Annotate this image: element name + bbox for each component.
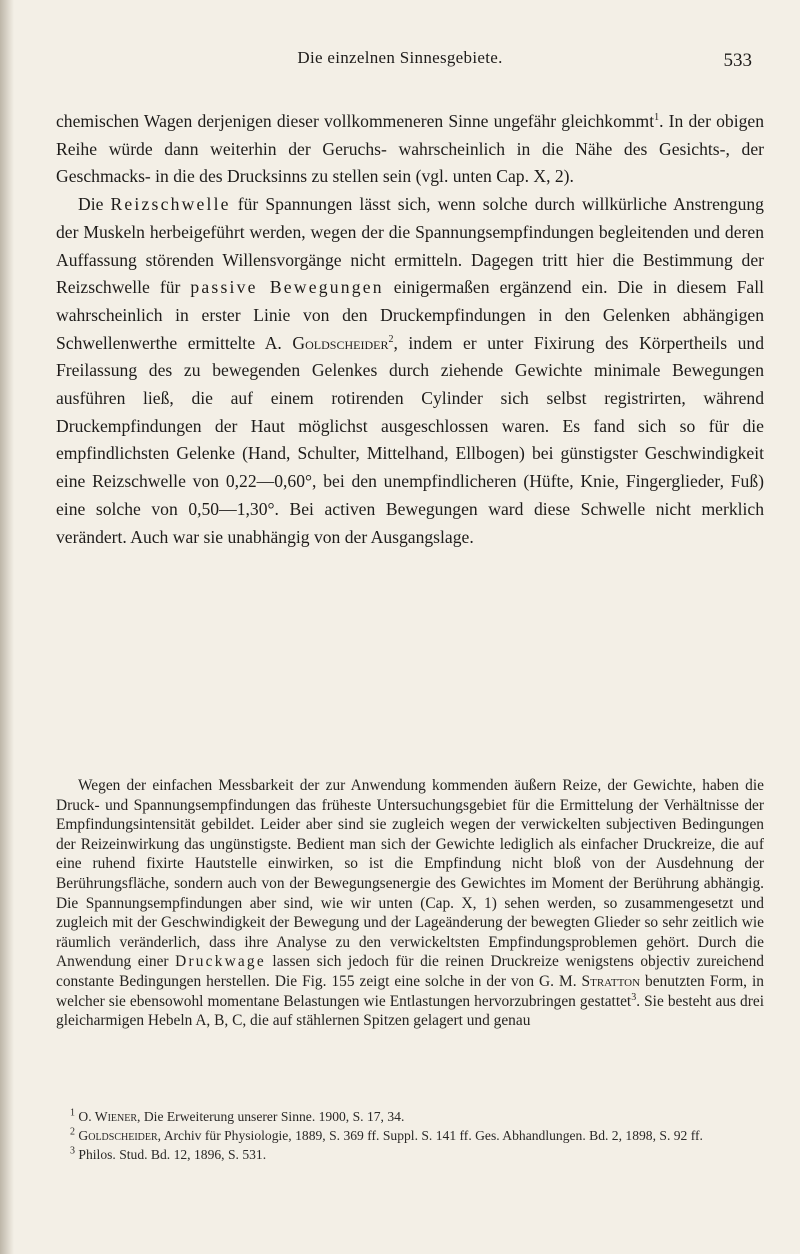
footnote-marker: 1 bbox=[70, 1107, 75, 1119]
footnote-marker: 2 bbox=[70, 1126, 75, 1138]
footnote-text: Philos. Stud. Bd. 12, 1896, S. 531. bbox=[78, 1147, 267, 1162]
page-number: 533 bbox=[723, 50, 752, 71]
footnote-ref: 3 bbox=[631, 991, 637, 1003]
gutter-shadow bbox=[0, 0, 14, 1254]
running-head bbox=[0, 48, 800, 74]
emphasis-term: Druckwage bbox=[175, 953, 266, 971]
footnote bbox=[56, 1145, 764, 1164]
author-name: Goldscheider bbox=[78, 1128, 158, 1143]
footnote-text: , Archiv für Physiologie, 1889, S. 369 ff. Suppl. S. 141 ff. Ges. Abhandlungen. Bd. 2, 1898, S. 92 ff. bbox=[157, 1128, 703, 1143]
footnote-ref: 1 bbox=[654, 112, 660, 124]
text-run: chemischen Wagen derjenigen dieser vollkommeneren Sinne ungefähr gleichkommt bbox=[56, 111, 655, 131]
footnote-text: , Die Erweiterung unserer Sinne. 1900, S. 17, 34. bbox=[137, 1109, 405, 1124]
footnote bbox=[56, 1126, 764, 1145]
text-run: benutzten Form, in welcher sie ebensowohl momentane Belastungen wie Entlastungen hervorzubringen gestattet bbox=[56, 972, 764, 1010]
emphasis-term: Reizschwelle bbox=[110, 194, 231, 215]
text-run: Die bbox=[78, 194, 111, 215]
author-name: Stratton bbox=[581, 972, 641, 990]
footnote-marker: 3 bbox=[70, 1145, 75, 1157]
text-run: lassen sich jedoch für die reinen Druckreize wenigstens objectiv zureichend constante Bedingungen herstellen. Die Fig. 155 zeigt eine solche in der von G. M. bbox=[56, 953, 764, 990]
text-run: . Sie besteht aus drei gleicharmigen Hebeln A, B, C, die auf stählernen Spitzen gelagert und genau bbox=[56, 992, 764, 1030]
text-run: Wegen der einfachen Messbarkeit der zur Anwendung kommenden äußern Reize, der Gewichte, haben die Druck- und Spannungsempfindungen das früheste Untersuchungsgebiet für die Ermittelung der Verhältnisse der Empfindungsintensität gebildet. Leider aber sind sie zugleich wegen der verwickelten subjectiven Bedingungen der Reizeinwirkung das ungünstigste. Bedient man sich der Gewichte lediglich als einfacher Druckreize, die auf eine ruhend fixirte Hautstelle einwirken, so ist die Empfindung nicht bloß von der Ausdehnung der Berührungsfläche, sondern auch von der Bewegungsenergie des Gewichtes im Moment der Berührung abhängig. Die Spannungsempfindungen aber sind, wie wir unten (Cap. X, 1) sehen werden, so zusammengesetzt und zugleich mit der Geschwindigkeit der Bewegung und der Lageänderung der bewegten Glieder so sehr zeitlich wie räumlich veränderlich, dass ihre Analyse zu den verwickeltsten Empfindungsproblemen gehört. Durch die Anwendung einer bbox=[56, 777, 764, 971]
main-text bbox=[56, 108, 764, 551]
text-run: . In der obigen Reihe würde dann weiterhin der Geruchs- wahrscheinlich in die Nähe des Gesichts-, der Geschmacks- in die des Drucksinns zu stellen sein (vgl. unten Cap. X, 2). bbox=[56, 111, 764, 187]
footnote bbox=[56, 1107, 764, 1126]
footnote-ref: 2 bbox=[388, 333, 394, 345]
running-title: Die einzelnen Sinnesgebiete. bbox=[297, 48, 503, 67]
text-run: für Spannungen lässt sich, wenn solche durch willkürliche Anstrengung der Muskeln herbeigeführt werden, wegen der die Spannungsempfindungen begleitenden und deren Auffassung störenden Willensvorgänge nicht ermitteln. Dagegen tritt hier die Bestimmung der Reizschwelle für bbox=[56, 194, 764, 298]
paragraph-messbarkeit bbox=[56, 776, 764, 1031]
footnotes bbox=[56, 1107, 764, 1164]
paragraph-continuation bbox=[56, 108, 764, 191]
paragraph-reizschwelle bbox=[56, 191, 764, 551]
author-name: O. Wiener bbox=[78, 1109, 138, 1124]
small-print-section bbox=[56, 776, 764, 1031]
text-run: einigermaßen ergänzend ein. Die in diesem Fall wahrscheinlich in erster Linie von den Druckempfindungen in den Gelenken abhängigen Schwellenwerthe ermittelte A. bbox=[56, 277, 764, 353]
text-run: , indem er unter Fixirung des Körpertheils und Freilassung des zu bewegenden Gelenkes durch ziehende Gewichte minimale Bewegungen ausführen ließ, die auf einem rotirenden Cylinder sich selbst registrirten, während Druckempfindungen der Haut möglichst ausgeschlossen waren. Es fand sich so für die empfindlichsten Gelenke (Hand, Schulter, Mittelhand, Ellbogen) bei günstigster Geschwindigkeit eine Reizschwelle von 0,22—0,60°, bei den unempfindlicheren (Hüfte, Knie, Fingerglieder, Fuß) eine solche von 0,50—1,30°. Bei activen Bewegungen ward diese Schwelle nicht merklich verändert. Auch war sie unabhängig von der Ausgangslage. bbox=[56, 332, 764, 547]
emphasis-term: passive Bewegungen bbox=[190, 277, 384, 298]
author-name: Goldscheider bbox=[292, 332, 389, 353]
